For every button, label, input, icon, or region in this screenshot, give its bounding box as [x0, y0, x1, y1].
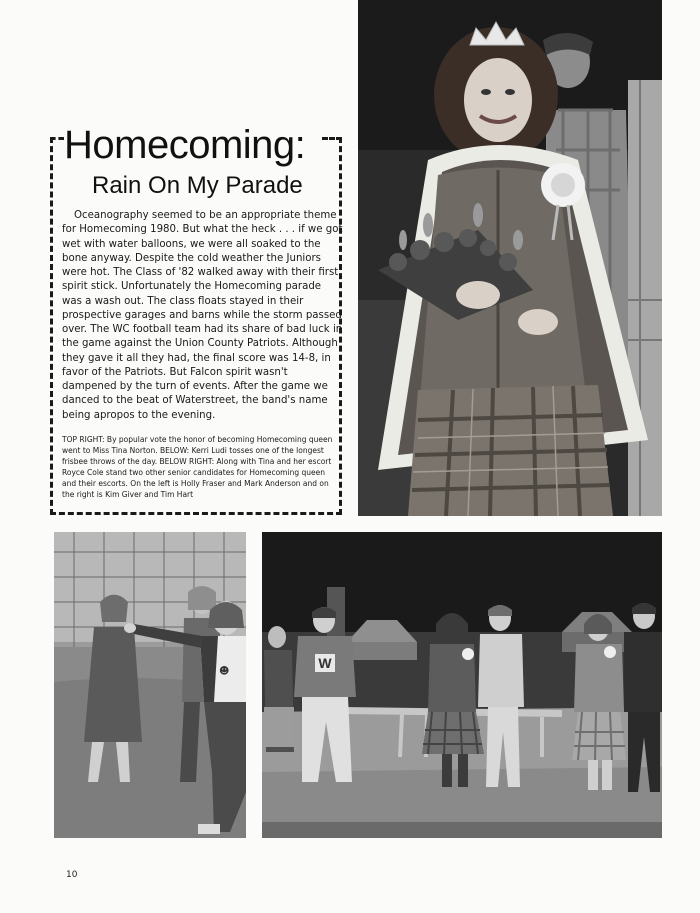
photo-caption: TOP RIGHT: By popular vote the honor of becoming Homecoming queen went to Miss Tina Norton. BELOW: Kerri Ludi tosses one of the longest frisbee throws of the day. BELOW RIGHT: Along with Tina and her escort Royce Cole stand two other senior candidates for Homecoming queen and their escorts. On the left is Holly Fraser and Mark Anderson and on the right is Kim Giver and Tim Hart	[62, 435, 333, 499]
frame-top-left-dash	[50, 137, 64, 140]
homecoming-queen-photo	[358, 0, 662, 516]
sweater-letter: W	[318, 655, 332, 671]
page-number: 10	[66, 870, 78, 880]
subheadline: Rain On My Parade	[92, 172, 303, 199]
frisbee-photo	[54, 532, 246, 838]
story-text: Oceanography seemed to be an appropriate theme for Homecoming 1980. But what the heck . . . if we got wet with water balloons, we were all soaked to the bone anyway. Despite the cold weather the Juniors were hot. The Class of '82 walked away with their first spirit stick. Unfortunately the Homecoming parade was a wash out. The class floats stayed in their prospective garages and barns while the storm passed over. The WC football team had its share of bad luck in the game against the Union County Patriots. Although they gave it all they had, the final score was 14-8, in favor of the Patriots. But Falcon spirit wasn't dampened by the turn of events. After the game we danced to the beat of Waterstreet, the band's name being apropos to the evening.	[62, 210, 343, 421]
shirt-print: ☻	[219, 666, 230, 677]
homecoming-candidates-photo	[262, 532, 662, 838]
headline: Homecoming:	[64, 123, 306, 167]
frame-top-right-dash	[322, 137, 342, 140]
